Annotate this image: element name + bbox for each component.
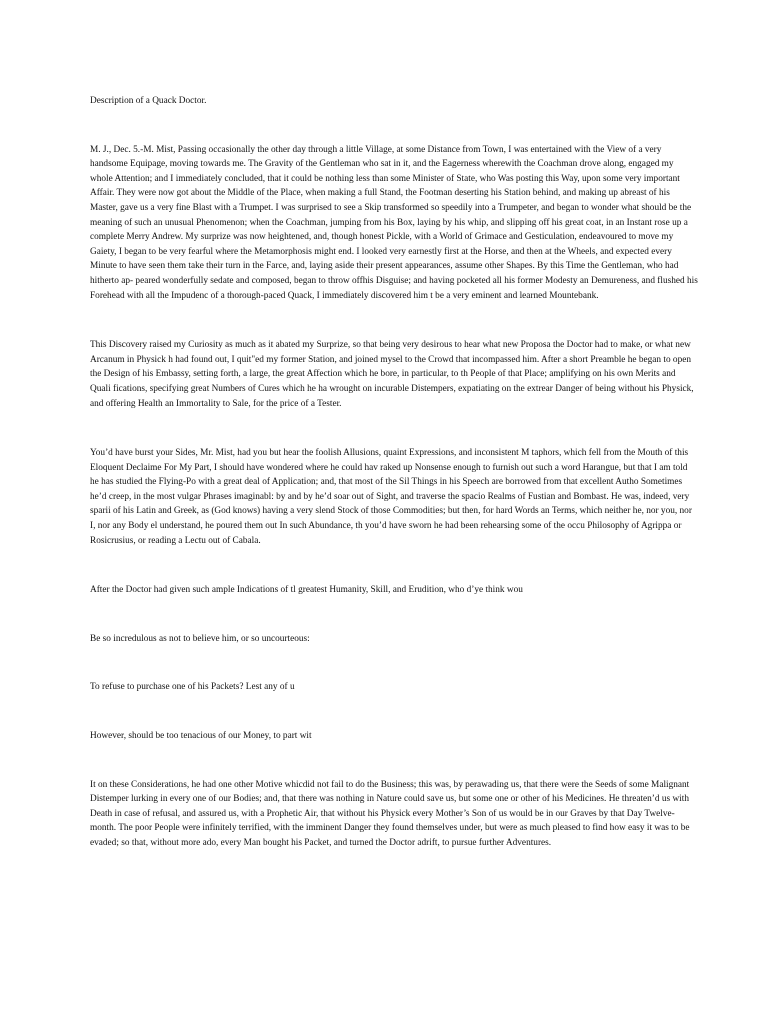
paragraph-6: To refuse to purchase one of his Packets? Lest any of u	[90, 682, 295, 693]
paragraph-7: However, should be too tenacious of our Money, to part wit	[90, 731, 312, 742]
paragraph-5: Be so incredulous as not to believe him, or so uncourteous:	[90, 633, 310, 644]
document-body	[90, 94, 698, 851]
paragraph-2: This Discovery raised my Curiosity as much as it abated my Surprize, so that being very desirous to hear what new Proposa the Doctor had to make, or what new Arcanum in Physick h had found out, I quit"ed my former Station, and joined mysel to the Crowd that incompassed him. After a short Preamble he began to open the Design of his Embassy, setting forth, a large, the great Affection which he bore, in particular, to th People of that Place; amplifying on his own Merits and Quali fications, specifying great Numbers of Cures which he ha wrought on incurable Distempers, expatiating on the extrear Danger of being without his Physick, and offering Health an Immortality to Sale, for the price of a Tester.	[90, 340, 694, 409]
document-title: Description of a Quack Doctor.	[90, 96, 207, 106]
paragraph-1: M. J., Dec. 5.-M. Mist, Passing occasionally the other day through a little Village, at some Distance from Town, I was entertained with the View of a very handsome Equipage, moving towards me. The Gravity of the Gentleman who sat in it, and the Eagerness wherewith the Coachman drove along, engaged my whole Attention; and I immediately concluded, that it could be nothing less than some Minister of State, who Was posting this Way, upon some very important Affair. They were now got about the Middle of the Place, when making a full Stand, the Footman deserting his Station behind, and making up abreast of his Master, gave us a very fine Blast with a Trumpet. I was surprised to see a Skip transformed so speedily into a Trumpeter, and began to wonder what should be the meaning of such an unusual Phenomenon; when the Coachman, jumping from his Box, laying by his whip, and slipping off his great coat, in an Instant rose up a complete Merry Andrew. My surprize was now heightened, and, though honest Pickle, with a World of Grimace and Gesticulation, endeavoured to move my Gaiety, I began to be very fearful where the Metamorphosis might end. I looked very earnestly first at the Horse, and then at the Wheels, and expected every Minute to have seen them take their turn in the Farce, and, laying aside their present appearances, assume other Shapes. By this Time the Gentleman, who had hitherto ap- peared wonderfully sedate and composed, began to throw offhis Disguise; and having pocketed all his former Modesty an Demureness, and flushed his Forehead with all the Impudenc of a thorough-paced Quack, I immediately discovered him t be a very eminent and learned Mountebank.	[90, 144, 698, 301]
paragraph-8: It on these Considerations, he had one other Motive whicdid not fail to do the Business; this was, by perawading us, that there were the Seeds of some Malignant Distemper lurking in every one of our Bodies; and, that there was nothing in Nature could save us, but some one or other of his Medicines. He threaten’d us with Death in case of refusal, and assured us, with a Prophetic Air, that without his Physick every Mother’s Son of us would be in our Graves by that Day Twelve- month. The poor People were infinitely terrified, with the imminent Danger they found themselves under, but were as much pleased to find how easy it was to be evaded; so that, without more ado, every Man bought his Packet, and turned the Doctor adrift, to pursue further Adventures.	[90, 779, 690, 848]
paragraph-4: After the Doctor had given such ample Indications of tl greatest Humanity, Skill, and Erudition, who d’ye think wou	[90, 585, 523, 596]
paragraph-3: You’d have burst your Sides, Mr. Mist, had you but hear the foolish Allusions, quaint Expressions, and inconsistent M taphors, which fell from the Mouth of this Eloquent Declaime For My Part, I should have wondered where he could hav raked up Nonsense enough to furnish out such a word Harangue, but that I am told he has studied the Flying-Po with a great deal of Application; and, that most of the Sil Things in his Speech are borrowed from that excellent Autho Sometimes he’d creep, in the most vulgar Phrases imaginabl: by and by he’d soar out of Sight, and traverse the spacio Realms of Fustian and Bombast. He was, indeed, very sparii of his Latin and Greek, as (God knows) having a very slend Stock of those Commodities; but then, for hard Words an Terms, which neither he, nor you, nor I, nor any Body el understand, he poured them out In such Abundance, th you’d have sworn he had been rehearsing some of the occu Philosophy of Agrippa or Rosicrusius, or reading a Lectu out of Cabala.	[90, 448, 692, 546]
